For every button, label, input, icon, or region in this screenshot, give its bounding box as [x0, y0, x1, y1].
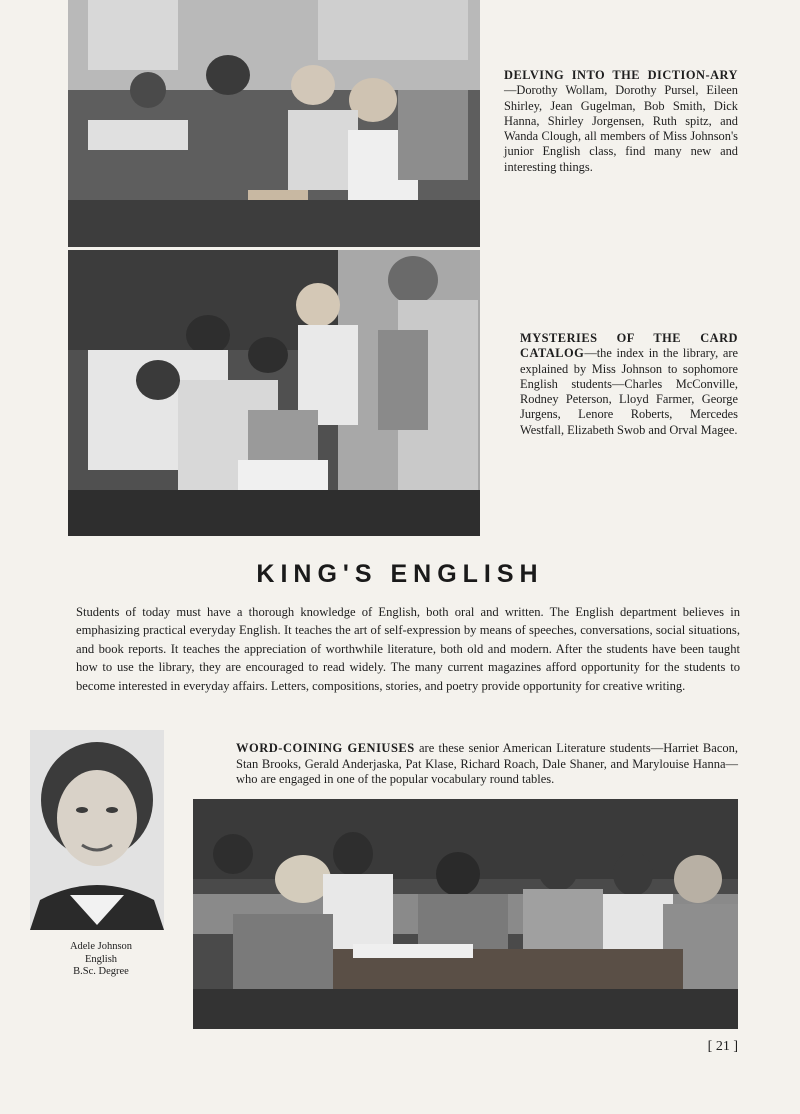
- portrait-degree: B.Sc. Degree: [73, 966, 129, 978]
- photo-card-catalog: [68, 250, 480, 536]
- caption-word-coining-lead: WORD-COINING GENIUSES: [236, 741, 415, 755]
- caption-dictionary-text: —Dorothy Wollam, Dorothy Pursel, Eileen Shirley, Jean Gugelman, Bob Smith, Dick Hanna, Shirley Jorgensen, Ruth spitz, and Wanda Clough, all members of Miss Johnson's junior English class, find many new and interesting things.: [504, 83, 738, 174]
- caption-dictionary: [504, 68, 738, 175]
- caption-word-coining: [236, 741, 738, 788]
- body-paragraph: Students of today must have a thorough knowledge of English, both oral and written. The English department believes in emphasizing practical everyday English. It teaches the art of self-expression by means of speeches, conversations, social situations, and book reports. It teaches the appreciation of worthwhile literature, both old and modern. After the students have been taught how to use the library, they are encouraged to read widely. The many current magazines afford opportunity for the students to become interested in everyday affairs. Letters, compositions, stories, and poetry provide opportunity for creative writing.: [76, 605, 740, 693]
- caption-card-catalog: [520, 331, 738, 438]
- portrait-photo: [30, 730, 164, 930]
- caption-dictionary-lead: DELVING INTO THE DICTION-ARY: [504, 68, 738, 82]
- photo-dictionary-class: [68, 0, 480, 247]
- portrait-caption: [30, 941, 172, 979]
- caption-word-coining-text: are these senior American Literature students—Harriet Bacon, Stan Brooks, Gerald Anderjaska, Pat Klase, Richard Roach, Dale Shaner, and Marylouise Hanna—who are engaged in one of the popular vocabulary round tables.: [236, 741, 738, 786]
- page-number: [ 21 ]: [707, 1039, 738, 1054]
- caption-card-catalog-lead: MYSTERIES OF THE CARD CATALOG: [520, 331, 738, 361]
- section-title: KING'S ENGLISH: [256, 560, 544, 588]
- photo-round-table: [193, 799, 738, 1029]
- caption-card-catalog-text: —the index in the library, are explained by Miss Johnson to sophomore English students—Charles McConville, Rodney Peterson, Lloyd Farmer, George Jurgens, Lenore Roberts, Mercedes Westfall, Elizabeth Swob and Orval Magee.: [520, 346, 738, 437]
- portrait-subject: English: [84, 953, 118, 965]
- portrait-name: Adele Johnson: [69, 941, 133, 952]
